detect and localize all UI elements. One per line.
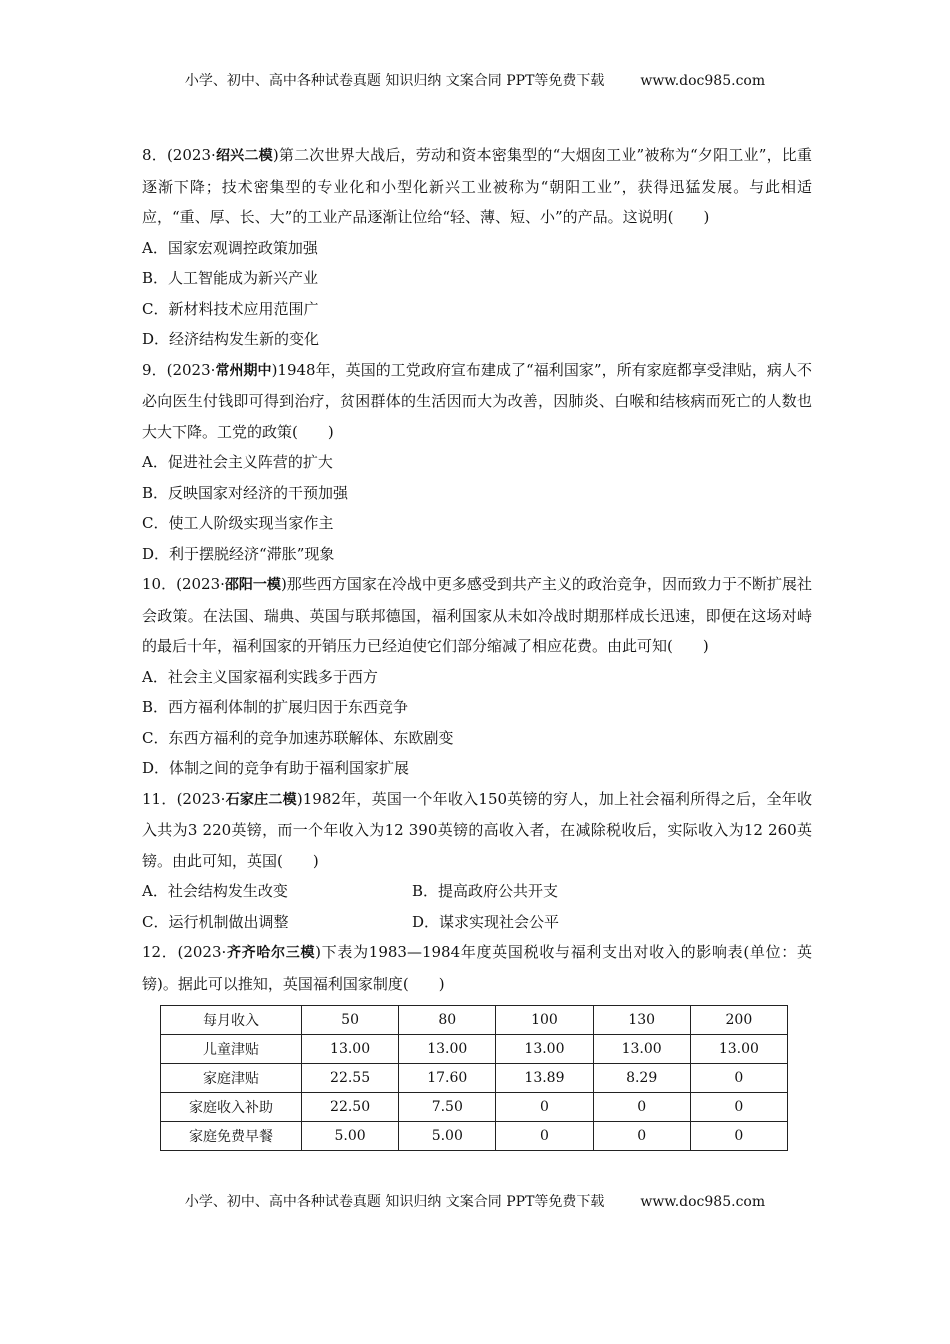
option-a: A．社会主义国家福利实践多于西方 (142, 667, 378, 686)
footer-text: 小学、初中、高中各种试卷真题 知识归纳 文案合同 PPT等免费下载 (184, 1194, 605, 1210)
table-cell: 22.50 (302, 1093, 399, 1122)
option-row (142, 907, 812, 938)
table-cell: 0 (690, 1122, 787, 1151)
table-cell: 22.55 (302, 1064, 399, 1093)
table-cell: 7.50 (399, 1093, 496, 1122)
table-cell: 13.89 (496, 1064, 593, 1093)
table-row-label: 家庭收入补助 (161, 1093, 302, 1122)
page-header (0, 70, 950, 90)
footer-url[interactable]: www.doc985.com (640, 1194, 766, 1210)
option-row (142, 876, 812, 907)
option-c: C．东西方福利的竞争加速苏联解体、东欧剧变 (142, 728, 454, 747)
table-header-cell: 100 (496, 1006, 593, 1035)
question-stem: )1982年，英国一个年收入150英镑的穷人，加上社会福利所得之后，全年收入共为3 220英镑，而一个年收入为12 390英镑的高收入者，在减除税收后，实际收入为12 260英镑。由此可知，英国( ) (142, 789, 813, 870)
table-header-cell: 50 (302, 1006, 399, 1035)
question-stem: )第二次世界大战后，劳动和资本密集型的“大烟囱工业”被称为“夕阳工业”，比重逐渐下降；技术密集型的专业化和小型化新兴工业被称为“朝阳工业”，获得迅猛发展。与此相适应，“重、厚、长、大”的工业产品逐渐让位给“轻、薄、短、小”的产品。这说明( ) (142, 146, 813, 226)
table-cell: 17.60 (399, 1064, 496, 1093)
question-12 (142, 937, 812, 999)
question-source: 齐齐哈尔三模 (226, 945, 316, 961)
table-row-label: 家庭免费早餐 (161, 1122, 302, 1151)
question-number: 11．(2023· (142, 789, 226, 808)
option-c: C．运行机制做出调整 (142, 912, 289, 931)
question-list (142, 140, 812, 1151)
table-cell: 13.00 (593, 1035, 690, 1064)
table-cell: 0 (593, 1093, 690, 1122)
option-b: B．反映国家对经济的干预加强 (142, 483, 349, 502)
table-header-cell: 80 (399, 1006, 496, 1035)
question-stem: )1948年，英国的工党政府宣布建成了“福利国家”，所有家庭都享受津贴，病人不必向医生付钱即可得到治疗，贫困群体的生活因而大为改善，因肺炎、白喉和结核病而死亡的人数也大大下降。工党的政策( ) (142, 360, 812, 441)
table-header-cell: 200 (690, 1006, 787, 1035)
question-number: 9．(2023· (142, 360, 216, 379)
option-a: A．社会结构发生改变 (142, 882, 288, 900)
table-row-label: 家庭津贴 (161, 1064, 302, 1093)
table-header-cell: 每月收入 (161, 1006, 302, 1035)
option-b: B．提高政府公共开支 (412, 882, 559, 900)
page-footer (0, 1191, 950, 1211)
table-cell: 13.00 (496, 1035, 593, 1064)
option-b: B．西方福利体制的扩展归因于东西竞争 (142, 698, 409, 716)
table-header-row (161, 1006, 788, 1035)
question-number: 8．(2023· (142, 146, 216, 164)
table-cell: 0 (690, 1064, 787, 1093)
table-header-cell: 130 (593, 1006, 690, 1035)
table-row (161, 1035, 788, 1064)
header-text: 小学、初中、高中各种试卷真题 知识归纳 文案合同 PPT等免费下载 (184, 73, 605, 89)
table-cell: 8.29 (593, 1064, 690, 1093)
question-source: 绍兴二模 (215, 148, 273, 164)
table-cell: 0 (496, 1093, 593, 1122)
option-b: B．人工智能成为新兴产业 (142, 269, 319, 287)
question-number: 12．(2023· (142, 943, 227, 961)
question-11 (142, 784, 812, 877)
question-source: 石家庄二模 (225, 791, 297, 808)
option-c: C．使工人阶级实现当家作主 (142, 514, 334, 532)
table-row-label: 儿童津贴 (161, 1035, 302, 1064)
option-d: D．体制之间的竞争有助于福利国家扩展 (142, 759, 410, 777)
question-source: 常州期中 (215, 362, 272, 379)
option-d: D．谋求实现社会公平 (412, 912, 560, 931)
option-a: A．国家宏观调控政策加强 (142, 238, 318, 257)
question-source: 邵阳一模 (224, 577, 281, 593)
table-row (161, 1093, 788, 1122)
question-stem: )下表为1983—1984年度英国税收与福利支出对收入的影响表(单位：英镑)。据此可以推知，英国福利国家制度( ) (142, 943, 812, 993)
question-number: 10．(2023· (142, 575, 225, 593)
table-cell: 5.00 (399, 1122, 496, 1151)
table-row (161, 1122, 788, 1151)
table-cell: 0 (690, 1093, 787, 1122)
option-c: C．新材料技术应用范围广 (142, 299, 319, 318)
table-cell: 5.00 (302, 1122, 399, 1151)
table-cell: 13.00 (302, 1035, 399, 1064)
option-a: A．促进社会主义阵营的扩大 (142, 453, 333, 471)
header-url[interactable]: www.doc985.com (640, 73, 766, 89)
option-d: D．经济结构发生新的变化 (142, 330, 320, 348)
question-8 (142, 140, 812, 233)
question-10 (142, 569, 812, 662)
table-row (161, 1064, 788, 1093)
table-cell: 13.00 (690, 1035, 787, 1064)
question-9 (142, 355, 812, 448)
table-cell: 0 (593, 1122, 690, 1151)
table-cell: 0 (496, 1122, 593, 1151)
question-stem: )那些西方国家在冷战中更多感受到共产主义的政治竞争，因而致力于不断扩展社会政策。在法国、瑞典、英国与联邦德国，福利国家从未如冷战时期那样成长迅速，即便在这场对峙的最后十年，福利国家的开销压力已经迫使它们部分缩减了相应花费。由此可知( ) (142, 575, 813, 655)
option-d: D．利于摆脱经济“滞胀”现象 (142, 544, 335, 563)
table-cell: 13.00 (399, 1035, 496, 1064)
welfare-table (160, 1005, 788, 1151)
